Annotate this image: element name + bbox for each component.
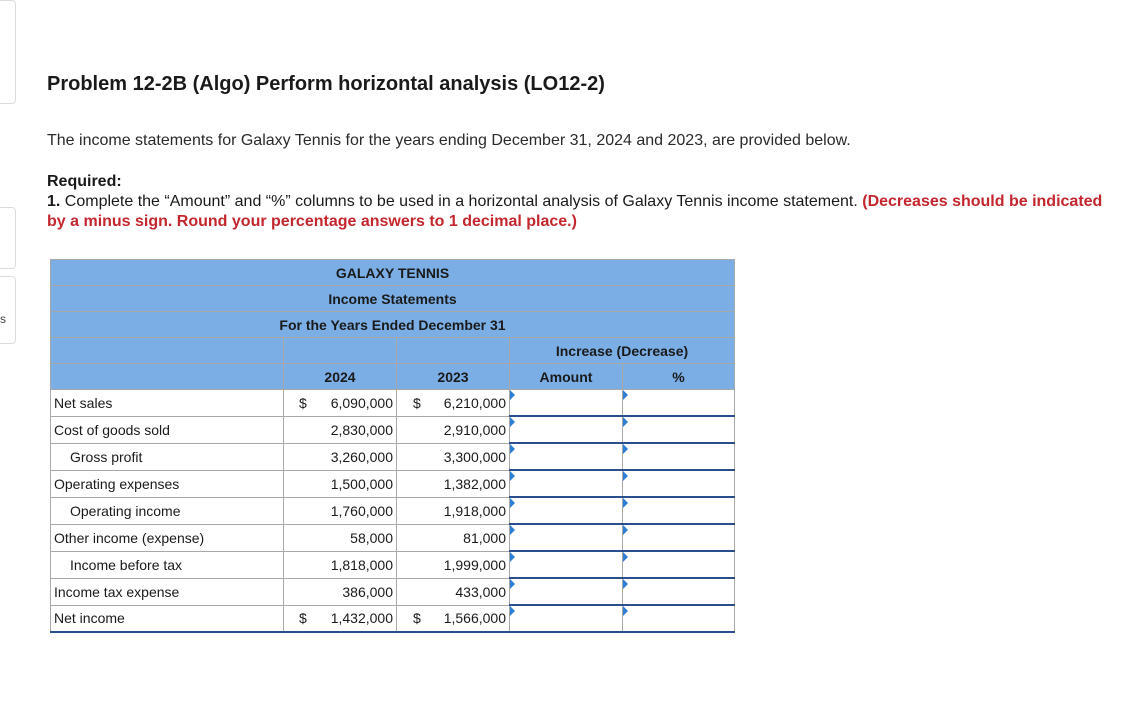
header-row-statement [51,286,735,312]
amount-input[interactable] [510,607,622,630]
table-row [51,443,735,470]
row-label: Net income [51,605,284,632]
value-2024: 58,000 [350,529,393,546]
value-2024: 1,818,000 [330,556,393,573]
value-2023: 1,999,000 [443,556,506,573]
row-label: Operating income [51,497,284,524]
amount-input[interactable] [510,445,622,468]
value-2023: 2,910,000 [443,421,506,438]
amount-input[interactable] [510,553,622,576]
percent-input[interactable] [623,580,734,603]
input-marker-icon [510,579,515,589]
side-edge-char: s [0,312,6,326]
value-2024: 3,260,000 [330,448,393,465]
header-row-company [51,260,735,286]
value-2023: 1,382,000 [443,475,506,492]
instruction-text [47,192,1107,232]
value-2023: 81,000 [463,529,506,546]
statement-title: Income Statements [51,286,735,312]
row-label: Operating expenses [51,470,284,497]
col-header-percent: % [623,364,735,390]
value-2024: 1,432,000 [330,610,393,627]
value-2024: 2,830,000 [330,421,393,438]
percent-input[interactable] [623,499,734,522]
instruction-number: 1. [47,193,61,210]
currency-sign: $ [413,610,421,627]
table-row [51,605,735,632]
instruction-body: Complete the “Amount” and “%” columns to be used in a horizontal analysis of Galaxy Tennis income statement. [60,193,863,210]
input-marker-icon [623,390,628,400]
side-panel-tab-2[interactable] [0,207,16,269]
value-2024: 386,000 [342,583,393,600]
table-row [51,470,735,497]
required-label: Required: [47,173,122,190]
input-marker-icon [623,471,628,481]
percent-input[interactable] [623,526,734,549]
input-marker-icon [623,498,628,508]
input-marker-icon [623,444,628,454]
row-label: Other income (expense) [51,524,284,551]
amount-input[interactable] [510,526,622,549]
input-marker-icon [510,471,515,481]
row-label: Net sales [51,390,284,417]
instruction-warning: (Decreases should be indicated by a minus sign. Round your percentage answers to 1 decimal place.) [47,193,1103,230]
header-row-period [51,312,735,338]
value-2023: 433,000 [455,583,506,600]
value-2024: 6,090,000 [330,394,393,411]
amount-input[interactable] [510,472,622,495]
input-marker-icon [510,417,515,427]
table-row [51,497,735,524]
input-marker-icon [623,525,628,535]
percent-input[interactable] [623,391,734,414]
col-header-2023: 2023 [397,364,510,390]
percent-input[interactable] [623,472,734,495]
row-label: Cost of goods sold [51,416,284,443]
input-marker-icon [510,390,515,400]
percent-input[interactable] [623,553,734,576]
value-2024: 1,760,000 [330,502,393,519]
percent-input[interactable] [623,445,734,468]
header-row-columns [51,364,735,390]
percent-input[interactable] [623,418,734,441]
currency-sign: $ [299,394,307,411]
amount-input[interactable] [510,499,622,522]
side-panel-tab-1[interactable] [0,0,16,104]
currency-sign: $ [299,610,307,627]
table-row [51,578,735,605]
input-marker-icon [623,579,628,589]
input-marker-icon [510,606,515,616]
value-2023: 6,210,000 [443,394,506,411]
period-title: For the Years Ended December 31 [51,312,735,338]
table-row [51,551,735,578]
row-label: Gross profit [51,443,284,470]
input-marker-icon [510,498,515,508]
value-2023: 1,918,000 [443,502,506,519]
income-statement-table [50,259,735,633]
change-header: Increase (Decrease) [510,338,735,364]
input-marker-icon [623,552,628,562]
currency-sign: $ [413,394,421,411]
amount-input[interactable] [510,418,622,441]
row-label: Income before tax [51,551,284,578]
table-row [51,524,735,551]
amount-input[interactable] [510,580,622,603]
page-title: Problem 12-2B (Algo) Perform horizontal analysis (LO12-2) [47,73,605,95]
input-marker-icon [623,606,628,616]
input-marker-icon [510,444,515,454]
input-marker-icon [623,417,628,427]
table-row [51,416,735,443]
company-name: GALAXY TENNIS [51,260,735,286]
input-marker-icon [510,525,515,535]
table-row [51,390,735,417]
row-label: Income tax expense [51,578,284,605]
side-panel-tab-3[interactable] [0,276,16,344]
value-2023: 1,566,000 [443,610,506,627]
input-marker-icon [510,552,515,562]
intro-text: The income statements for Galaxy Tennis for the years ending December 31, 2024 and 2023, are provided below. [47,132,851,149]
amount-input[interactable] [510,391,622,414]
value-2023: 3,300,000 [443,448,506,465]
col-header-amount: Amount [510,364,623,390]
value-2024: 1,500,000 [330,475,393,492]
header-row-change [51,338,735,364]
percent-input[interactable] [623,607,734,630]
col-header-2024: 2024 [284,364,397,390]
